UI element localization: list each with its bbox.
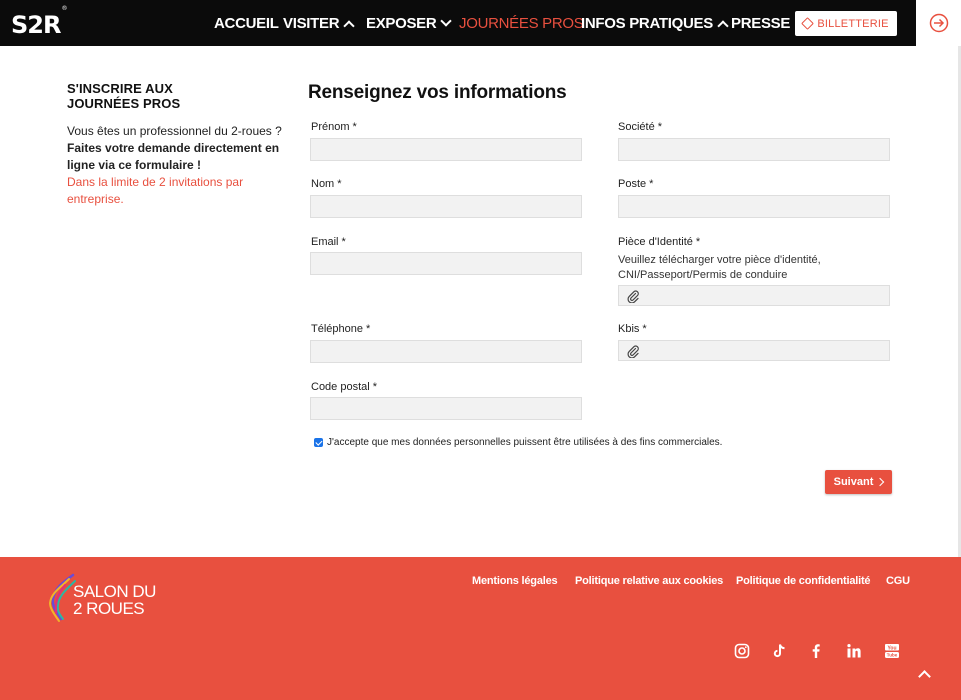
telephone-label xyxy=(311,323,370,335)
prenom-label-text: Prénom xyxy=(311,121,350,133)
footer-link-confidentialite[interactable]: Politique de confidentialité xyxy=(736,575,871,587)
ticket-button-label: BILLETTERIE xyxy=(817,17,889,30)
sidebar-description xyxy=(67,123,282,174)
footer-link-mentions[interactable]: Mentions légales xyxy=(472,575,558,587)
paperclip-icon xyxy=(626,344,640,358)
instagram-icon[interactable] xyxy=(733,642,751,660)
nav-item-journees-pros[interactable] xyxy=(459,0,583,46)
footer-link-cgu[interactable]: CGU xyxy=(886,575,910,587)
kbis-file-input[interactable] xyxy=(618,340,890,361)
nom-label-text: Nom xyxy=(311,178,335,190)
linkedin-icon[interactable] xyxy=(845,642,863,660)
required-mark: * xyxy=(337,178,342,190)
required-mark: * xyxy=(366,323,371,335)
societe-label xyxy=(618,121,662,133)
required-mark: * xyxy=(657,121,662,133)
nav-item-label: PRESSE xyxy=(731,14,791,32)
sidebar-limit-note: Dans la limite de 2 invitations par entreprise. xyxy=(67,175,244,206)
nom-input[interactable] xyxy=(310,195,582,218)
code-postal-label xyxy=(311,381,377,393)
sidebar-text-plain: Vous êtes un professionnel du 2-roues ? xyxy=(67,124,282,138)
nav-item-label: ACCUEIL xyxy=(214,14,279,32)
poste-label-text: Poste xyxy=(618,178,647,190)
consent-checkbox[interactable] xyxy=(314,438,323,447)
paperclip-icon xyxy=(626,289,640,303)
youtube-icon[interactable] xyxy=(883,642,901,660)
kbis-label xyxy=(618,323,647,335)
prenom-input[interactable] xyxy=(310,138,582,161)
sidebar-text-bold: Faites votre demande directement en ligne via ce formulaire ! xyxy=(67,141,280,172)
code-postal-label-text: Code postal xyxy=(311,381,370,393)
chevron-down-icon xyxy=(441,15,452,26)
nav-item-accueil[interactable] xyxy=(214,0,279,46)
nav-item-infos-pratiques[interactable] xyxy=(581,0,727,46)
chevron-up-icon xyxy=(717,20,728,31)
nav-item-exposer[interactable] xyxy=(366,0,450,46)
next-button-label: Suivant xyxy=(833,476,874,488)
nav-item-label: INFOS PRATIQUES xyxy=(581,14,713,32)
consent-label: J'accepte que mes données personnelles puissent être utilisées à des fins commerciales. xyxy=(327,437,723,448)
telephone-label-text: Téléphone xyxy=(311,323,363,335)
piece-identite-label-text: Pièce d'Identité xyxy=(618,236,693,248)
login-icon xyxy=(929,13,949,33)
societe-input[interactable] xyxy=(618,138,890,161)
form-title: Renseignez vos informations xyxy=(308,82,567,103)
societe-label-text: Société xyxy=(618,121,655,133)
svg-text:Tube: Tube xyxy=(886,652,898,658)
site-logo[interactable] xyxy=(11,5,67,39)
piece-identite-label xyxy=(618,236,700,248)
required-mark: * xyxy=(352,121,357,133)
login-button[interactable] xyxy=(916,0,961,46)
footer-logo-line-2: 2 ROUES xyxy=(73,599,145,618)
nav-item-presse[interactable] xyxy=(731,0,790,46)
email-label-text: Email xyxy=(311,236,339,248)
facebook-icon[interactable] xyxy=(807,642,825,660)
footer-logo-text[interactable] xyxy=(73,583,156,617)
nav-item-label: VISITER xyxy=(283,14,340,32)
required-mark: * xyxy=(372,381,377,393)
required-mark: * xyxy=(642,323,647,335)
nav-item-label: EXPOSER xyxy=(366,14,437,32)
code-postal-input[interactable] xyxy=(310,397,582,420)
svg-text:You: You xyxy=(887,645,897,652)
footer-logo-line-1: SALON DU xyxy=(73,582,156,601)
ticket-icon xyxy=(801,17,814,30)
prenom-label xyxy=(311,121,357,133)
nav-item-visiter[interactable] xyxy=(283,0,353,46)
required-mark: * xyxy=(695,236,701,248)
registered-mark: ® xyxy=(61,5,67,12)
piece-identite-file-input[interactable] xyxy=(618,285,890,306)
required-mark: * xyxy=(341,236,346,248)
email-input[interactable] xyxy=(310,252,582,275)
consent-row xyxy=(314,437,722,448)
logo-text: S2R xyxy=(11,11,61,39)
chevron-up-icon xyxy=(344,20,355,31)
sidebar-title: S'INSCRIRE AUX JOURNÉES PROS xyxy=(67,81,181,111)
tiktok-icon[interactable] xyxy=(770,642,788,660)
ticket-button[interactable] xyxy=(795,11,897,36)
required-mark: * xyxy=(649,178,654,190)
telephone-input[interactable] xyxy=(310,340,582,363)
kbis-label-text: Kbis xyxy=(618,323,640,335)
piece-identite-hint: Veuillez télécharger votre pièce d'identité, CNI/Passeport/Permis de conduire xyxy=(618,254,821,281)
next-button[interactable] xyxy=(825,470,892,494)
chevron-right-icon xyxy=(876,478,884,486)
poste-label xyxy=(618,178,653,190)
poste-input[interactable] xyxy=(618,195,890,218)
nom-label xyxy=(311,178,342,190)
email-label xyxy=(311,236,346,248)
footer-link-cookies[interactable]: Politique relative aux cookies xyxy=(575,575,724,587)
nav-item-label: JOURNÉES PROS xyxy=(459,14,584,32)
top-navigation xyxy=(0,0,916,46)
